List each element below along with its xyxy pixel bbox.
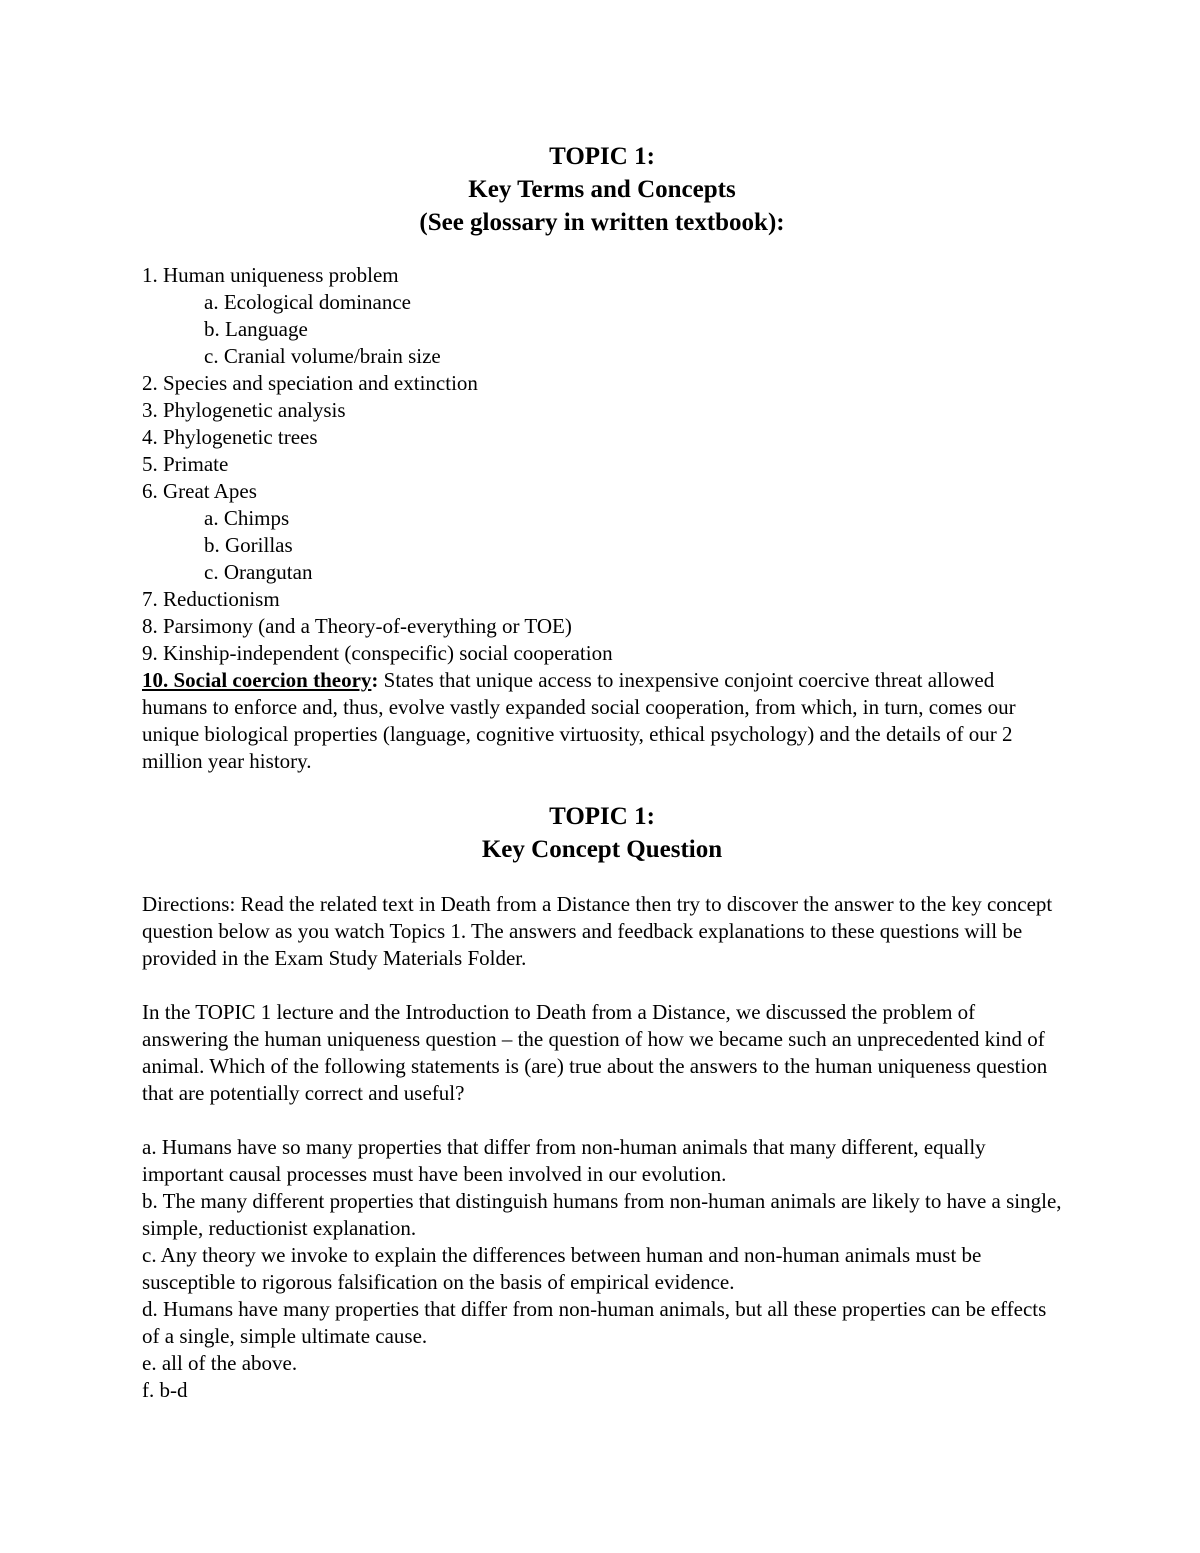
option-c: c. Any theory we invoke to explain the differences between human and non-human animals must be susceptible to rigorous falsification on the basis of empirical evidence.	[142, 1243, 982, 1294]
key-question-heading	[142, 800, 1062, 866]
term-colon: :	[371, 668, 379, 692]
term-subitem: c. Cranial volume/brain size	[204, 344, 441, 368]
term-subitem: b. Language	[204, 317, 308, 341]
directions-paragraph: Directions: Read the related text in Death from a Distance then try to discover the answer to the key concept question below as you watch Topics 1. The answers and feedback explanations to these questions will be provided in the Exam Study Materials Folder.	[142, 892, 1053, 970]
term-item: 1. Human uniqueness problem	[142, 263, 399, 287]
term-item-social-coercion	[142, 667, 1062, 775]
paragraph-gap	[142, 1107, 1062, 1134]
option-f: f. b-d	[142, 1378, 188, 1402]
term-item: 8. Parsimony (and a Theory-of-everything or TOE)	[142, 614, 572, 638]
term-subitem: c. Orangutan	[204, 560, 313, 584]
term-item: 6. Great Apes	[142, 479, 257, 503]
option-b: b. The many different properties that distinguish humans from non-human animals are likely to have a single, simple, reductionist explanation.	[142, 1189, 1062, 1240]
paragraph-gap	[142, 972, 1062, 999]
document-content	[142, 140, 1062, 1404]
glossary-note: (See glossary in written textbook):	[419, 209, 785, 236]
term-item: 2. Species and speciation and extinction	[142, 371, 478, 395]
topic-label: TOPIC 1:	[549, 143, 655, 170]
social-coercion-term: 10. Social coercion theory	[142, 668, 372, 692]
option-a: a. Humans have so many properties that differ from non-human animals that many different, equally important causal processes must have been involved in our evolution.	[142, 1135, 986, 1186]
key-terms-title: Key Terms and Concepts	[468, 176, 736, 203]
option-d: d. Humans have many properties that differ from non-human animals, but all these properties can be effects of a single, simple ultimate cause.	[142, 1297, 1047, 1348]
key-terms-list	[142, 262, 1062, 775]
key-terms-heading	[142, 140, 1062, 239]
topic-label: TOPIC 1:	[549, 803, 655, 830]
key-question-title: Key Concept Question	[481, 836, 723, 863]
term-subitem: a. Ecological dominance	[204, 290, 411, 314]
term-item: 7. Reductionism	[142, 587, 280, 611]
term-item: 4. Phylogenetic trees	[142, 425, 318, 449]
option-e: e. all of the above.	[142, 1351, 298, 1375]
term-item: 3. Phylogenetic analysis	[142, 398, 346, 422]
term-subitem: b. Gorillas	[204, 533, 293, 557]
term-item: 5. Primate	[142, 452, 229, 476]
answer-options	[142, 1134, 1062, 1404]
term-item: 9. Kinship-independent (conspecific) social cooperation	[142, 641, 613, 665]
term-subitem: a. Chimps	[204, 506, 290, 530]
social-coercion-definition: States that unique access to inexpensive conjoint coercive threat allowed humans to enforce and, thus, evolve vastly expanded social cooperation, from which, in turn, comes our unique biological properties (language, cognitive virtuosity, ethical psychology) and the details of our 2 million year history.	[142, 668, 1016, 773]
question-paragraph: In the TOPIC 1 lecture and the Introduction to Death from a Distance, we discussed the problem of answering the human uniqueness question – the question of how we became such an unprecedented kind of animal. Which of the following statements is (are) true about the answers to the human uniqueness question that are potentially correct and useful?	[142, 1000, 1048, 1105]
